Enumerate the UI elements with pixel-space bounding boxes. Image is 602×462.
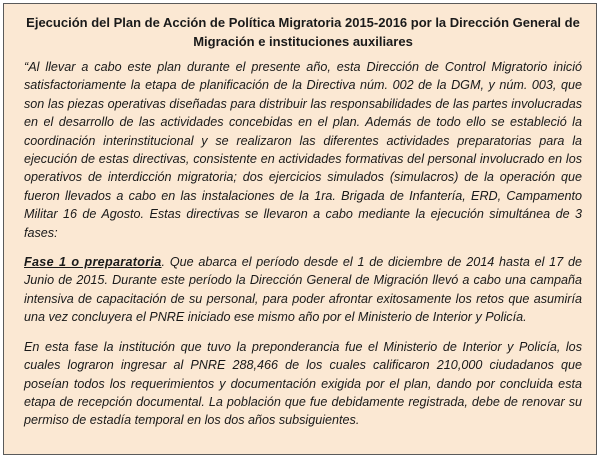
paragraph-intro: “Al llevar a cabo este plan durante el presente año, esta Dirección de Control Migratorio inició satisfactoriamente la etapa de planificación de la Directiva núm. 002 de la DGM, y núm. 003, que son las piezas operativas diseñadas para distribuir las responsabilidades de las partes involucradas en el desarrollo de las actividades concebidas en el plan. Además de todo ello se estableció la coordinación interinstitucional y se realizaron las diferentes actividades preparatorias para la ejecución de estas directivas, consistente en actividades formativas del personal involucrado en los operativos de interdicción migratoria; dos ejercicios simulados (simulacros) de la operación que fueron llevados a cabo en las instalaciones de la 1ra. Brigada de Infantería, ERD, Campamento Militar 16 de Agosto. Estas directivas se llevaron a cabo mediante la ejecución simultánea de 3 fases: [24, 60, 582, 240]
paragraph-phase-detail: En esta fase la institución que tuvo la preponderancia fue el Ministerio de Interior y Policía, los cuales lograron ingresar al PNRE 288,466 de los cuales calificaron 210,000 ciudadanos que poseían todos los requerimientos y documentación exigida por el plan, dando por concluida esta etapa de recepción documental. La población que fue debidamente registrada, debe de renovar su permiso de estadía temporal en los dos años subsiguientes. [24, 339, 582, 428]
phase-1-label: Fase 1 o preparatoria [24, 255, 162, 270]
phase-1-text: . Que abarca el período desde el 1 de diciembre de 2014 hasta el 17 de Junio de 2015. Durante este período la Dirección General de Migración llevó a cabo una campaña intensiva de capacitación de su personal, para poder afrontar exitosamente los retos que asumiría una vez concluyera el PNRE iniciado ese mismo año por el Ministerio de Interior y Policía. [24, 255, 582, 325]
document-title: Ejecución del Plan de Acción de Política Migratoria 2015-2016 por la Dirección General de Migración e instituciones auxiliares [26, 15, 580, 49]
text-box [3, 3, 597, 455]
paragraph-phase-1 [24, 253, 582, 327]
